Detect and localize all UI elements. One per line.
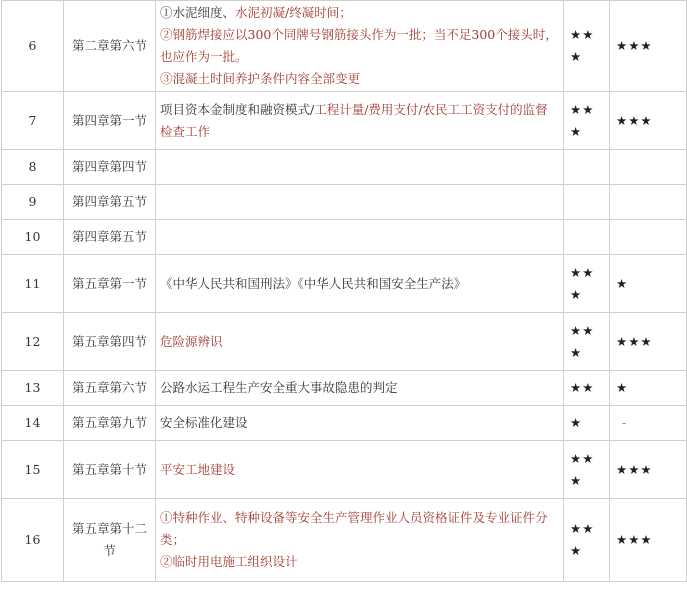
content-cell <box>156 406 564 441</box>
chapter-section-cell: 第四章第五节 <box>64 220 156 255</box>
row-number-cell: 10 <box>2 220 64 255</box>
content-line <box>160 331 559 353</box>
table-row <box>2 220 687 255</box>
content-cell <box>156 441 564 499</box>
star-rating-icon: ★ <box>570 286 583 302</box>
table-row <box>2 185 687 220</box>
row-number-cell: 8 <box>2 150 64 185</box>
table-row <box>2 499 687 582</box>
content-line <box>160 2 559 24</box>
star-rating-icon: ★★★ <box>616 333 653 349</box>
importance-rating-cell <box>564 313 610 371</box>
content-line <box>160 459 559 481</box>
star-rating-icon: ★ <box>616 380 629 395</box>
table-row <box>2 92 687 150</box>
content-line <box>160 551 559 573</box>
frequency-rating-cell <box>610 441 687 499</box>
table-row <box>2 150 687 185</box>
highlighted-text: 工程计量/费用支付/农民工工资支付的监督检查工作 <box>160 101 548 139</box>
star-rating-icon: ★★★ <box>616 112 653 128</box>
frequency-rating-cell <box>610 499 687 582</box>
star-rating-icon: ★ <box>570 49 583 64</box>
content-cell <box>156 313 564 371</box>
row-number-cell: 13 <box>2 371 64 406</box>
importance-rating-cell <box>564 185 610 220</box>
content-line <box>160 68 559 90</box>
highlighted-text: ②钢筋焊接应以300个同牌号钢筋接头作为一批；当不足300个接头时，也应作为一批。 <box>160 27 558 64</box>
chapter-section-cell: 第五章第九节 <box>64 406 156 441</box>
row-number-cell: 6 <box>2 1 64 92</box>
table-row <box>2 313 687 371</box>
chapter-section-cell: 第五章第十节 <box>64 441 156 499</box>
star-rating-icon: ★★ <box>570 101 595 117</box>
row-number-cell: 12 <box>2 313 64 371</box>
highlighted-text: ①特种作业、特种设备等安全生产管理作业人员资格证件及专业证件分类； <box>160 510 548 547</box>
content-cell <box>156 371 564 406</box>
frequency-rating-cell <box>610 406 687 441</box>
star-rating-icon: ★★ <box>570 521 595 536</box>
highlighted-text: ②临时用电施工组织设计 <box>160 554 298 569</box>
table-row <box>2 1 687 92</box>
chapter-section-cell: 第四章第一节 <box>64 92 156 150</box>
star-rating-icon: ★ <box>570 415 583 430</box>
content-cell <box>156 185 564 220</box>
content-cell <box>156 255 564 313</box>
content-cell <box>156 150 564 185</box>
chapter-section-cell: 第五章第四节 <box>64 313 156 371</box>
frequency-rating-cell <box>610 313 687 371</box>
frequency-rating-cell <box>610 371 687 406</box>
content-cell <box>156 220 564 255</box>
row-number-cell: 11 <box>2 255 64 313</box>
star-rating-icon: ★★ <box>570 264 595 280</box>
chapter-section-cell: 第五章第六节 <box>64 371 156 406</box>
highlighted-text: 水泥初凝/终凝时间； <box>235 5 352 20</box>
importance-rating-cell <box>564 1 610 92</box>
chapter-section-cell: 第四章第四节 <box>64 150 156 185</box>
table-body <box>2 1 687 582</box>
star-rating-icon: ★★ <box>570 27 595 42</box>
content-line <box>160 377 559 399</box>
importance-rating-cell <box>564 406 610 441</box>
content-line <box>160 507 559 551</box>
content-text: 安全标准化建设 <box>160 415 248 430</box>
star-rating-icon: ★★★ <box>616 461 653 477</box>
star-rating-icon: ★ <box>570 344 583 360</box>
star-rating-icon: ★ <box>570 472 583 488</box>
chapter-section-cell: 第二章第六节 <box>64 1 156 92</box>
importance-rating-cell <box>564 441 610 499</box>
row-number-cell: 16 <box>2 499 64 582</box>
highlighted-text: 平安工地建设 <box>160 461 236 477</box>
importance-rating-cell <box>564 371 610 406</box>
star-rating-icon: ★★ <box>570 380 595 395</box>
star-rating-icon: ★★★ <box>616 532 653 547</box>
frequency-rating-cell <box>610 1 687 92</box>
importance-rating-cell <box>564 499 610 582</box>
importance-rating-cell <box>564 255 610 313</box>
frequency-rating-cell <box>610 92 687 150</box>
row-number-cell: 7 <box>2 92 64 150</box>
frequency-rating-cell <box>610 220 687 255</box>
exam-points-table <box>1 0 687 582</box>
highlighted-text: 危险源辨识 <box>160 333 223 349</box>
chapter-section-cell: 第五章第一节 <box>64 255 156 313</box>
row-number-cell: 15 <box>2 441 64 499</box>
importance-rating-cell <box>564 92 610 150</box>
content-cell <box>156 1 564 92</box>
row-number-cell: 14 <box>2 406 64 441</box>
frequency-rating-cell <box>610 185 687 220</box>
content-line <box>160 99 559 143</box>
content-text: 公路水运工程生产安全重大事故隐患的判定 <box>160 380 398 395</box>
content-cell <box>156 499 564 582</box>
table-row <box>2 406 687 441</box>
chapter-section-cell: 第五章第十二节 <box>64 499 156 582</box>
content-line <box>160 412 559 434</box>
highlighted-text: ③混凝土时间养护条件内容全部变更 <box>160 71 361 86</box>
no-rating-dash: - <box>622 415 628 430</box>
content-text: 项目资本金制度和融资模式/ <box>160 101 315 117</box>
importance-rating-cell <box>564 150 610 185</box>
content-line <box>160 273 559 295</box>
row-number-cell: 9 <box>2 185 64 220</box>
star-rating-icon: ★ <box>616 275 629 291</box>
table-row <box>2 441 687 499</box>
star-rating-icon: ★ <box>570 543 583 558</box>
table-row <box>2 371 687 406</box>
content-cell <box>156 92 564 150</box>
content-line <box>160 24 559 68</box>
star-rating-icon: ★★★ <box>616 38 653 53</box>
table-row <box>2 255 687 313</box>
importance-rating-cell <box>564 220 610 255</box>
content-text: ①水泥细度、 <box>160 5 236 20</box>
star-rating-icon: ★★ <box>570 450 595 466</box>
chapter-section-cell: 第四章第五节 <box>64 185 156 220</box>
frequency-rating-cell <box>610 255 687 313</box>
content-text: 《中华人民共和国刑法》《中华人民共和国安全生产法》 <box>160 275 467 291</box>
star-rating-icon: ★ <box>570 123 583 139</box>
star-rating-icon: ★★ <box>570 322 595 338</box>
frequency-rating-cell <box>610 150 687 185</box>
